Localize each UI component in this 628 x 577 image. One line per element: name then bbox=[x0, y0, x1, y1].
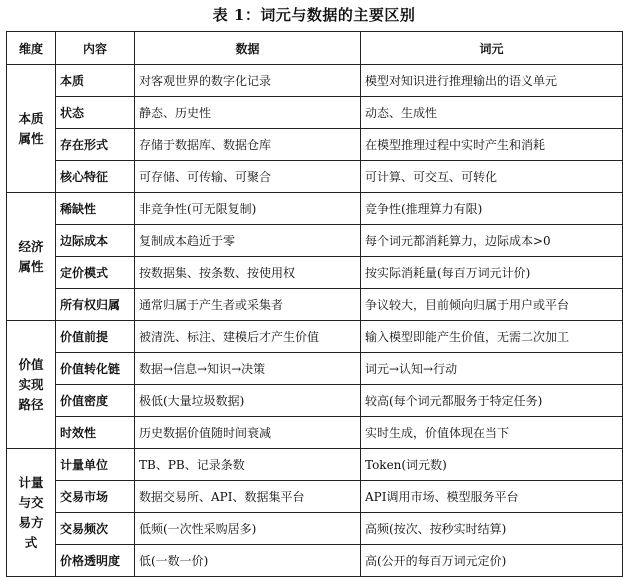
table-row bbox=[7, 161, 623, 193]
data-cell: 通常归属于产生者或采集者 bbox=[135, 289, 361, 321]
header-content: 内容 bbox=[56, 32, 135, 65]
token-cell: 较高(每个词元都服务于特定任务) bbox=[361, 385, 623, 417]
dimension-label-line: 价值 bbox=[18, 356, 44, 372]
dimension-label-line: 本质 bbox=[18, 110, 44, 126]
item-cell: 状态 bbox=[56, 97, 135, 129]
dimension-label-line: 属性 bbox=[18, 130, 44, 146]
table-row bbox=[7, 481, 623, 513]
data-cell: TB、PB、记录条数 bbox=[135, 449, 361, 481]
item-cell: 本质 bbox=[56, 65, 135, 97]
data-cell: 被清洗、标注、建模后才产生价值 bbox=[135, 321, 361, 353]
data-cell: 静态、历史性 bbox=[135, 97, 361, 129]
table-row bbox=[7, 353, 623, 385]
comparison-table bbox=[6, 31, 623, 577]
dimension-label-line: 与交 bbox=[18, 494, 44, 510]
data-cell: 数据交易所、API、数据集平台 bbox=[135, 481, 361, 513]
table-row bbox=[7, 321, 623, 353]
token-cell: Token(词元数) bbox=[361, 449, 623, 481]
dimension-label-line: 易方 bbox=[18, 514, 44, 530]
item-cell: 价格透明度 bbox=[56, 545, 135, 577]
token-cell: 竞争性(推理算力有限) bbox=[361, 193, 623, 225]
token-cell: 高频(按次、按秒实时结算) bbox=[361, 513, 623, 545]
table-row bbox=[7, 513, 623, 545]
dimension-label-line: 实现 bbox=[18, 376, 44, 392]
item-cell: 定价模式 bbox=[56, 257, 135, 289]
table-row bbox=[7, 417, 623, 449]
data-cell: 可存储、可传输、可聚合 bbox=[135, 161, 361, 193]
dimension-label-line: 属性 bbox=[18, 258, 44, 274]
item-cell: 价值前提 bbox=[56, 321, 135, 353]
data-cell: 对客观世界的数字化记录 bbox=[135, 65, 361, 97]
table-row bbox=[7, 257, 623, 289]
dimension-cell bbox=[7, 65, 56, 193]
header-token: 词元 bbox=[361, 32, 623, 65]
item-cell: 边际成本 bbox=[56, 225, 135, 257]
dimension-label-line: 经济 bbox=[18, 238, 44, 254]
header-dimension: 维度 bbox=[7, 32, 56, 65]
table-row bbox=[7, 129, 623, 161]
dimension-label-line: 路径 bbox=[18, 396, 44, 412]
data-cell: 历史数据价值随时间衰减 bbox=[135, 417, 361, 449]
table-caption: 表 1：词元与数据的主要区别 bbox=[212, 6, 416, 24]
item-cell: 计量单位 bbox=[56, 449, 135, 481]
table-row bbox=[7, 449, 623, 481]
dimension-label-line: 计量 bbox=[18, 474, 44, 490]
table-row bbox=[7, 385, 623, 417]
table-row bbox=[7, 193, 623, 225]
data-cell: 数据→信息→知识→决策 bbox=[135, 353, 361, 385]
table-row bbox=[7, 545, 623, 577]
item-cell: 存在形式 bbox=[56, 129, 135, 161]
token-cell: 词元→认知→行动 bbox=[361, 353, 623, 385]
table-row bbox=[7, 97, 623, 129]
data-cell: 低频(一次性采购居多) bbox=[135, 513, 361, 545]
dimension-cell bbox=[7, 193, 56, 321]
item-cell: 稀缺性 bbox=[56, 193, 135, 225]
item-cell: 时效性 bbox=[56, 417, 135, 449]
dimension-label-line: 式 bbox=[24, 534, 38, 550]
token-cell: 动态、生成性 bbox=[361, 97, 623, 129]
data-cell: 极低(大量垃圾数据) bbox=[135, 385, 361, 417]
data-cell: 按数据集、按条数、按使用权 bbox=[135, 257, 361, 289]
item-cell: 交易频次 bbox=[56, 513, 135, 545]
token-cell: 输入模型即能产生价值，无需二次加工 bbox=[361, 321, 623, 353]
data-cell: 低(一数一价) bbox=[135, 545, 361, 577]
dimension-cell bbox=[7, 449, 56, 577]
dimension-cell bbox=[7, 321, 56, 449]
token-cell: API调用市场、模型服务平台 bbox=[361, 481, 623, 513]
table-body bbox=[7, 65, 623, 577]
item-cell: 所有权归属 bbox=[56, 289, 135, 321]
token-cell: 可计算、可交互、可转化 bbox=[361, 161, 623, 193]
item-cell: 价值密度 bbox=[56, 385, 135, 417]
item-cell: 价值转化链 bbox=[56, 353, 135, 385]
token-cell: 在模型推理过程中实时产生和消耗 bbox=[361, 129, 623, 161]
data-cell: 复制成本趋近于零 bbox=[135, 225, 361, 257]
table-row bbox=[7, 225, 623, 257]
token-cell: 每个词元都消耗算力，边际成本>0 bbox=[361, 225, 623, 257]
token-cell: 高(公开的每百万词元定价) bbox=[361, 545, 623, 577]
table-row bbox=[7, 289, 623, 321]
token-cell: 模型对知识进行推理输出的语义单元 bbox=[361, 65, 623, 97]
token-cell: 按实际消耗量(每百万词元计价) bbox=[361, 257, 623, 289]
token-cell: 实时生成，价值体现在当下 bbox=[361, 417, 623, 449]
token-cell: 争议较大，目前倾向归属于用户或平台 bbox=[361, 289, 623, 321]
table-header-row bbox=[7, 32, 623, 65]
data-cell: 存储于数据库、数据仓库 bbox=[135, 129, 361, 161]
item-cell: 核心特征 bbox=[56, 161, 135, 193]
header-data: 数据 bbox=[135, 32, 361, 65]
item-cell: 交易市场 bbox=[56, 481, 135, 513]
data-cell: 非竞争性(可无限复制) bbox=[135, 193, 361, 225]
table-row bbox=[7, 65, 623, 97]
